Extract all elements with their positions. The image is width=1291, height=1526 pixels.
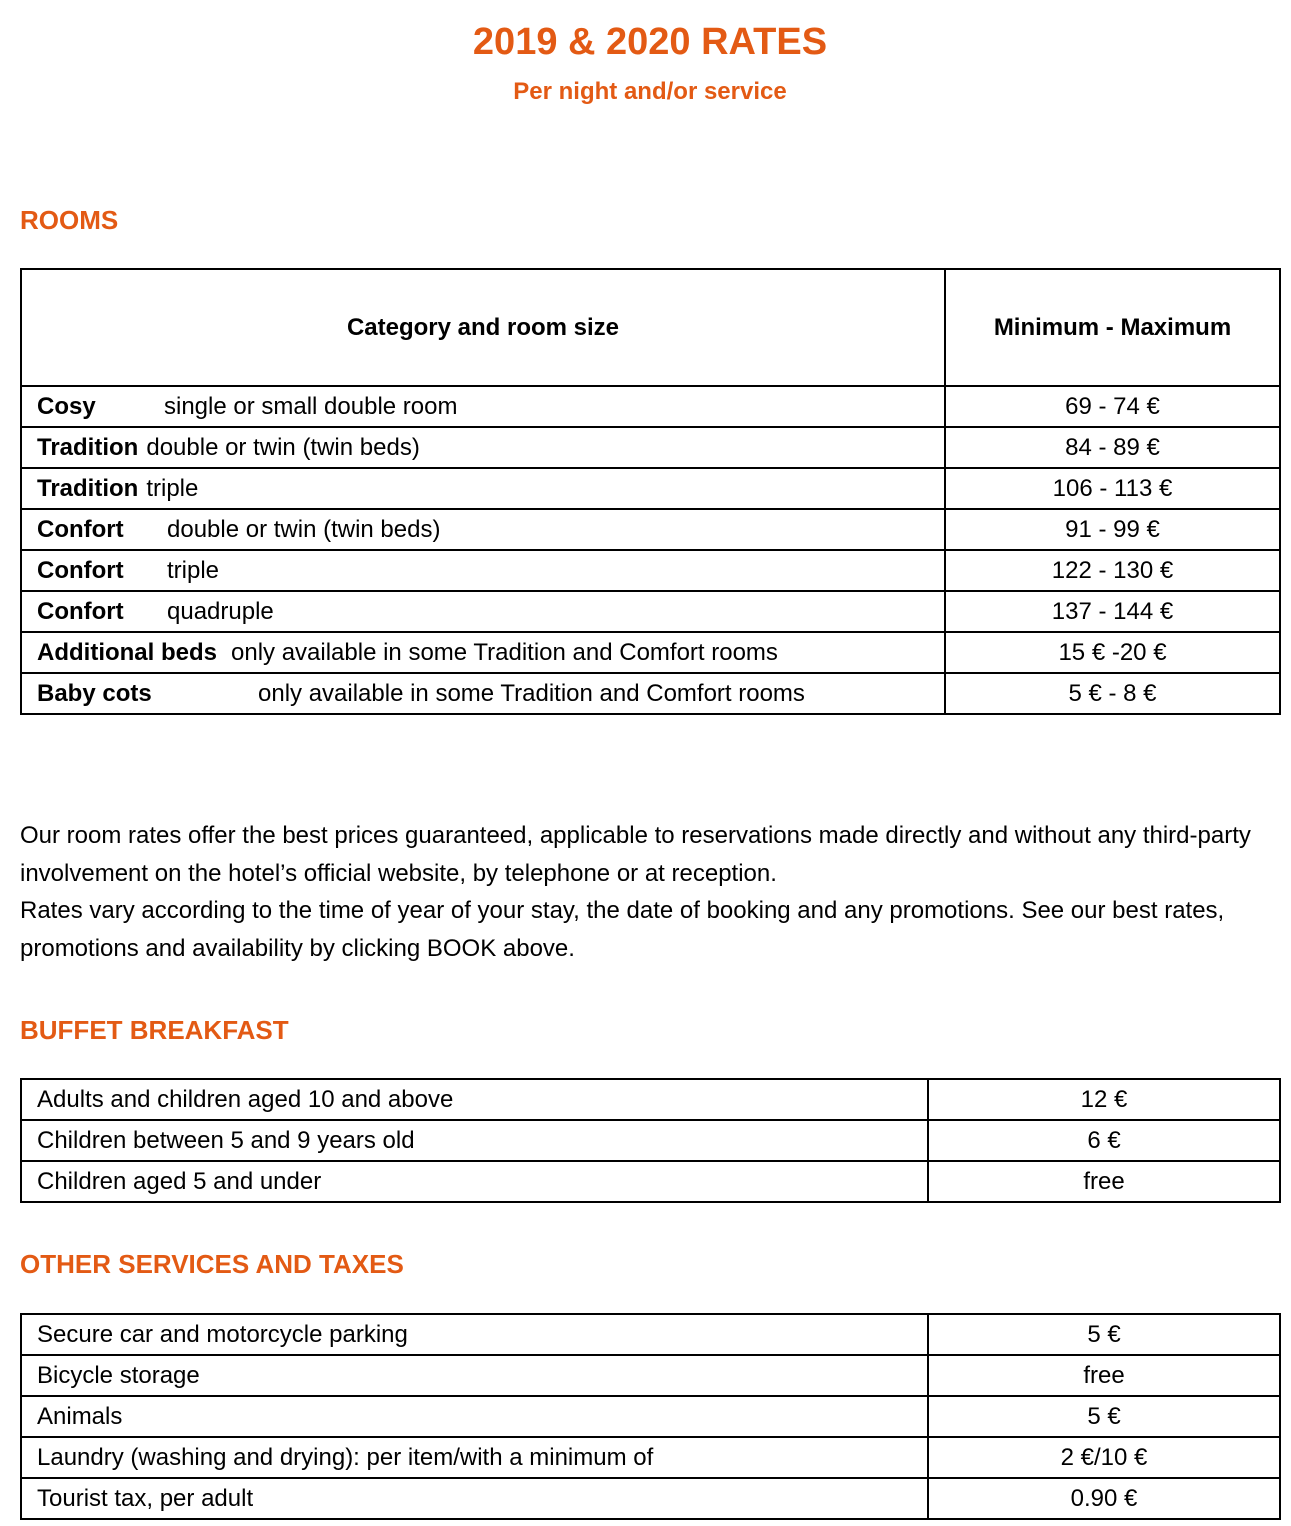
room-category: Tradition: [37, 475, 139, 502]
rooms-table-header: [21, 269, 1280, 386]
service-price: 0.90 €: [928, 1478, 1280, 1519]
rates-notes: [20, 817, 1282, 967]
service-price: 2 €/10 €: [928, 1437, 1280, 1478]
notes-paragraph: Rates vary according to the time of year of your stay, the date of booking and any promotions. See our best rates, promotions and availability by clicking BOOK above.: [20, 897, 1225, 962]
services-heading: OTHER SERVICES AND TAXES: [20, 1249, 404, 1279]
table-row: [21, 1314, 1280, 1355]
room-detail: triple: [146, 475, 199, 502]
service-price: free: [928, 1355, 1280, 1396]
breakfast-price: 6 €: [928, 1120, 1280, 1161]
breakfast-label: Children between 5 and 9 years old: [21, 1120, 928, 1161]
room-price: 137 - 144 €: [945, 591, 1280, 632]
table-row: [21, 386, 1280, 427]
rooms-table: [20, 268, 1281, 715]
table-row: [21, 1437, 1280, 1478]
room-price: 84 - 89 €: [945, 427, 1280, 468]
room-detail: single or small double room: [164, 393, 458, 420]
room-category: Cosy: [37, 393, 96, 420]
table-row: [21, 591, 1280, 632]
service-label: Secure car and motorcycle parking: [21, 1314, 928, 1355]
rooms-heading: ROOMS: [20, 205, 119, 235]
page-subtitle: Per night and/or service: [513, 78, 787, 105]
table-row: [21, 1355, 1280, 1396]
table-row: [21, 509, 1280, 550]
room-category: Confort: [37, 516, 124, 543]
breakfast-price: free: [928, 1161, 1280, 1202]
breakfast-heading: BUFFET BREAKFAST: [20, 1015, 289, 1045]
service-label: Laundry (washing and drying): per item/with a minimum of: [21, 1437, 928, 1478]
room-price: 122 - 130 €: [945, 550, 1280, 591]
column-header-price: Minimum - Maximum: [945, 269, 1280, 386]
room-price: 5 € - 8 €: [945, 673, 1280, 714]
table-row: [21, 1079, 1280, 1120]
notes-paragraph: Our room rates offer the best prices guaranteed, applicable to reservations made directly and without any third-party involvement on the hotel’s official website, by telephone or at reception.: [20, 822, 1251, 887]
service-label: Animals: [21, 1396, 928, 1437]
page-title: 2019 & 2020 RATES: [472, 21, 828, 63]
service-label: Tourist tax, per adult: [21, 1478, 928, 1519]
room-price: 106 - 113 €: [945, 468, 1280, 509]
room-price: 69 - 74 €: [945, 386, 1280, 427]
room-detail: triple: [167, 557, 220, 584]
room-category: Confort: [37, 598, 124, 625]
table-row: [21, 468, 1280, 509]
room-detail: double or twin (twin beds): [167, 516, 441, 543]
room-price: 91 - 99 €: [945, 509, 1280, 550]
table-row: [21, 1161, 1280, 1202]
service-label: Bicycle storage: [21, 1355, 928, 1396]
table-row: [21, 1396, 1280, 1437]
service-price: 5 €: [928, 1396, 1280, 1437]
table-row: [21, 1478, 1280, 1519]
table-row: [21, 673, 1280, 714]
table-row: [21, 550, 1280, 591]
room-detail: quadruple: [167, 598, 274, 625]
room-category: Confort: [37, 557, 124, 584]
services-table: [20, 1313, 1281, 1520]
room-detail: double or twin (twin beds): [146, 434, 420, 461]
room-detail: only available in some Tradition and Comfort rooms: [258, 680, 805, 707]
room-price: 15 € -20 €: [945, 632, 1280, 673]
column-header-category: Category and room size: [21, 269, 945, 386]
breakfast-table: [20, 1078, 1281, 1203]
breakfast-price: 12 €: [928, 1079, 1280, 1120]
service-price: 5 €: [928, 1314, 1280, 1355]
room-category: Additional beds: [37, 639, 217, 666]
room-detail: only available in some Tradition and Comfort rooms: [231, 639, 778, 666]
room-category: Baby cots: [37, 680, 152, 707]
breakfast-label: Adults and children aged 10 and above: [21, 1079, 928, 1120]
table-row: [21, 1120, 1280, 1161]
table-row: [21, 427, 1280, 468]
room-category: Tradition: [37, 434, 139, 461]
table-row: [21, 632, 1280, 673]
breakfast-label: Children aged 5 and under: [21, 1161, 928, 1202]
